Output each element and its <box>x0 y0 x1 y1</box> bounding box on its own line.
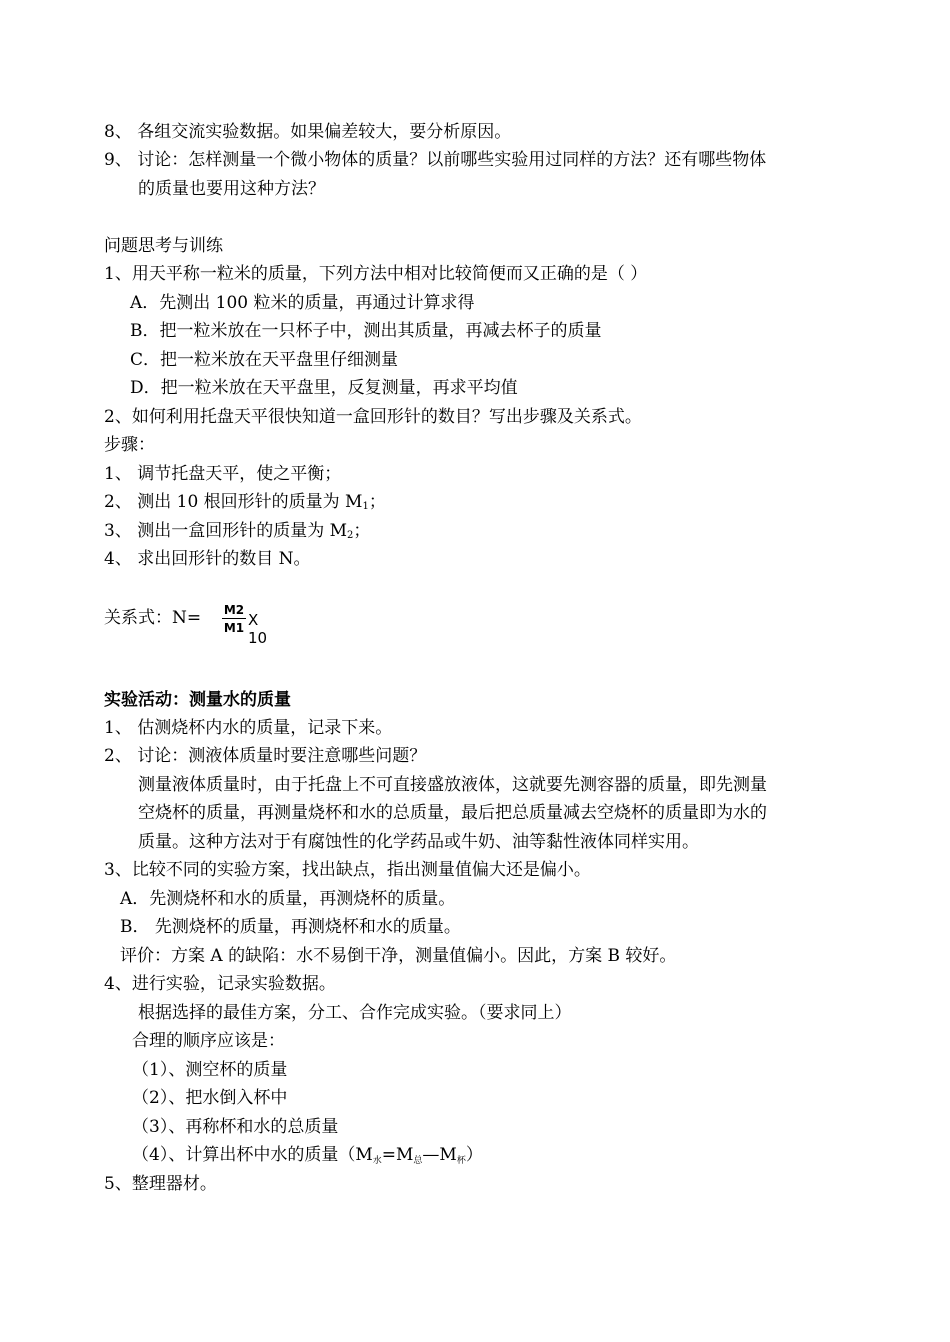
section-heading-experiment: 实验活动：测量水的质量 <box>104 690 291 710</box>
steps-heading: 步骤： <box>104 435 155 455</box>
fraction-bar <box>222 618 246 619</box>
formula-numerator: M2 <box>223 603 245 617</box>
activity-step-4: 4、进行实验，记录实验数据。 <box>104 974 336 994</box>
activity-step-5: 5、整理器材。 <box>104 1174 217 1194</box>
activity-step-2: 2、 讨论：测液体质量时要注意哪些问题？ <box>104 746 427 766</box>
relation-label: 关系式：N= <box>104 608 202 628</box>
plan-b: B． 先测烧杯的质量，再测烧杯和水的质量。 <box>120 917 461 937</box>
step-8-line: 8、 各组交流实验数据。如果偏差较大，要分析原因。 <box>104 122 512 142</box>
order-item-3: （3）、再称杯和水的总质量 <box>132 1117 339 1137</box>
step-9-line: 9、 讨论：怎样测量一个微小物体的质量？以前哪些实验用过同样的方法？还有哪些物体 <box>104 150 767 170</box>
activity-step-1: 1、 估测烧杯内水的质量，记录下来。 <box>104 718 393 738</box>
discussion-para-line-2: 空烧杯的质量，再测量烧杯和水的总质量，最后把总质量减去空烧杯的质量即为水的 <box>138 803 767 823</box>
option-a: A．先测出 100 粒米的质量，再通过计算求得 <box>130 293 475 313</box>
activity-step-3: 3、比较不同的实验方案，找出缺点，指出测量值偏大还是偏小。 <box>104 860 591 880</box>
formula-denominator: M1 <box>223 621 245 635</box>
step-9-continuation: 的质量也要用这种方法？ <box>138 179 325 199</box>
section-heading-questions: 问题思考与训练 <box>104 236 223 256</box>
option-b: B．把一粒米放在一只杯子中，测出其质量，再减去杯子的质量 <box>130 321 602 341</box>
step-line-2: 2、 测出 10 根回形针的质量为 $M_1$； <box>104 492 386 512</box>
order-heading: 合理的顺序应该是： <box>132 1031 285 1051</box>
step-4-note: 根据选择的最佳方案，分工、合作完成实验。（要求同上） <box>138 1003 572 1023</box>
order-item-2: （2）、把水倒入杯中 <box>132 1088 288 1108</box>
order-item-1: （1）、测空杯的质量 <box>132 1060 288 1080</box>
option-d: D．把一粒米放在天平盘里，反复测量，再求平均值 <box>130 378 518 398</box>
question-1: 1、用天平称一粒米的质量，下列方法中相对比较简便而又正确的是（ ） <box>104 264 648 284</box>
discussion-para-line-1: 测量液体质量时，由于托盘上不可直接盛放液体，这就要先测容器的质量，即先测量 <box>138 775 767 795</box>
order-item-4: （4）、计算出杯中水的质量$(M_水=M_总—M_杯)$ <box>132 1145 483 1166</box>
plan-a: A．先测烧杯和水的质量，再测烧杯的质量。 <box>120 889 456 909</box>
option-c: C．把一粒米放在天平盘里仔细测量 <box>130 350 399 370</box>
discussion-para-line-3: 质量。这种方法对于有腐蚀性的化学药品或牛奶、油等黏性液体同样实用。 <box>138 832 699 852</box>
step-line-3: 3、 测出一盒回形针的质量为 $M_2$； <box>104 521 371 541</box>
evaluation: 评价：方案 A 的缺陷：水不易倒干净，测量值偏小。因此，方案 B 较好。 <box>120 946 677 966</box>
question-2: 2、如何利用托盘天平很快知道一盒回形针的数目？写出步骤及关系式。 <box>104 407 642 427</box>
relation-formula <box>222 602 282 647</box>
step-line-1: 1、 调节托盘天平，使之平衡； <box>104 464 342 484</box>
step-line-4: 4、 求出回形针的数目 N。 <box>104 549 311 569</box>
formula-multiplier: X 10 <box>248 611 268 647</box>
